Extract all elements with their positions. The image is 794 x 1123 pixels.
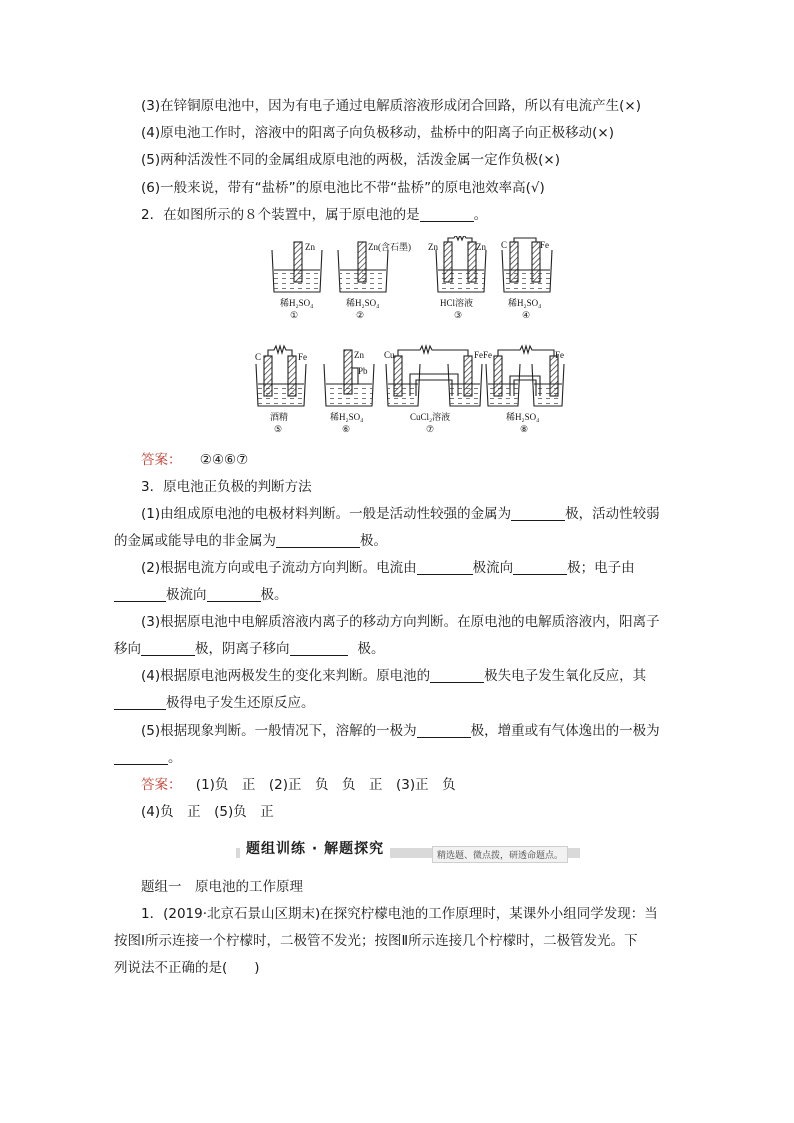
q3-part2-text-b: 极流向 xyxy=(472,560,514,576)
q3-part2-line2 xyxy=(114,585,288,605)
label-d4-left: C xyxy=(501,240,508,250)
label-d5-left: C xyxy=(255,352,262,362)
q3-part1-line1 xyxy=(141,504,660,524)
answer-blank xyxy=(417,723,471,738)
q3-part1-text-d: 极。 xyxy=(360,533,387,549)
device-7 xyxy=(386,346,482,406)
answer-2-line2: (4)负 正 (5)负 正 xyxy=(141,804,274,820)
label-d7-right: Fe xyxy=(474,350,483,360)
answer-blank xyxy=(114,587,166,602)
label-d8-right: Fe xyxy=(555,350,564,360)
label-d8-left: Fe xyxy=(483,350,492,360)
label-d4-solution: 稀H₂SO₄ xyxy=(508,298,542,308)
answer-2-values: (1)负 正 (2)正 负 负 正 (3)正 负 xyxy=(195,777,456,793)
answer-blank xyxy=(114,750,168,765)
q3-part4-line2 xyxy=(114,693,315,713)
statement-6: (6)一般来说，带有“盐桥”的原电池比不带“盐桥”的原电池效率高(√) xyxy=(141,180,545,196)
q3-part5-text-c: 。 xyxy=(168,750,182,766)
q3-part4-line1 xyxy=(141,666,646,686)
label-d4-num: ④ xyxy=(522,310,531,320)
label-d1-electrode: Zn xyxy=(305,242,315,252)
q3-part2-text-c: 极；电子由 xyxy=(567,560,635,576)
answer-1 xyxy=(141,450,248,470)
label-d7-num: ⑦ xyxy=(426,424,435,434)
q3-part5-line2 xyxy=(114,748,182,768)
q3-part1-line2 xyxy=(114,531,387,551)
q3-part2-text-e: 极。 xyxy=(260,587,288,603)
answer-label: 答案： xyxy=(141,452,182,468)
banner-tag: 精选题、微点拨，研透命题点。 xyxy=(432,846,568,863)
label-d3-solution: HCl溶液 xyxy=(440,298,474,308)
label-d2-num: ② xyxy=(356,310,365,320)
q3-part3-line2 xyxy=(114,639,385,659)
label-d3-right: Zn xyxy=(476,242,486,252)
label-d3-num: ③ xyxy=(454,310,463,320)
answer-value: ②④⑥⑦ xyxy=(199,452,249,468)
label-d7-solution: CuCl₂溶液 xyxy=(410,412,451,422)
q3-part4-text-c: 极得电子发生还原反应。 xyxy=(166,695,315,711)
q3-part2-line1 xyxy=(141,558,635,578)
q3-part1-text: (1)由组成原电池的电极材料判断。一般是活动性较强的金属为 xyxy=(141,506,512,522)
answer-blank xyxy=(417,560,473,575)
cell-diagrams xyxy=(250,236,570,446)
group-heading: 题组一 原电池的工作原理 xyxy=(141,879,303,895)
answer-blank xyxy=(420,207,474,222)
question-2 xyxy=(141,205,487,225)
label-d1-solution: 稀H₂SO₄ xyxy=(280,298,314,308)
question-1-line2: 按图Ⅰ所示连接一个柠檬时，二极管不发光；按图Ⅱ所示连接几个柠檬时，二极管发光。下 xyxy=(114,933,638,949)
question-2-text: 2．在如图所示的８个装置中，属于原电池的是 xyxy=(141,207,420,223)
answer-2-line1 xyxy=(141,775,456,795)
label-d4-right: Fe xyxy=(540,240,549,250)
label-d6-top: Zn xyxy=(354,350,364,360)
q3-part4-text-b: 极失电子发生氧化反应，其 xyxy=(484,668,647,684)
device-6 xyxy=(324,350,374,406)
question-1-line1: 1．(2019·北京石景山区期末)在探究柠檬电池的工作原理时，某课外小组同学发现：当 xyxy=(141,906,658,922)
q3-part1-text-c: 的金属或能导电的非金属为 xyxy=(114,533,276,549)
answer-blank xyxy=(141,641,195,656)
label-d3-left: Zn xyxy=(428,242,438,252)
q3-part5-text-b: 极，增重或有气体逸出的一极为 xyxy=(470,723,660,739)
answer-blank xyxy=(276,533,360,548)
answer-blank xyxy=(513,560,567,575)
answer-blank xyxy=(114,695,166,710)
q3-part3-line1: (3)根据原电池中电解质溶液内离子的移动方向判断。在原电池的电解质溶液内，阳离子 xyxy=(141,614,660,630)
label-d6-bottom: Pb xyxy=(358,366,368,376)
q3-part2-text: (2)根据电流方向或电子流动方向判断。电流由 xyxy=(141,560,417,576)
question-2-suffix: 。 xyxy=(473,207,488,223)
q3-part5-text: (5)根据现象判断。一般情况下，溶解的一极为 xyxy=(141,723,417,739)
answer-blank xyxy=(430,668,484,683)
q3-part3-text-c: 极，阴离子移向 xyxy=(195,641,290,657)
label-d2-electrode: Zn(含石墨) xyxy=(368,242,411,252)
q3-part5-line1 xyxy=(141,721,660,741)
label-d5-num: ⑤ xyxy=(274,424,283,434)
section-banner xyxy=(236,838,580,862)
label-d2-solution: 稀H₂SO₄ xyxy=(346,298,380,308)
banner-title: 题组训练 · 解题探究 xyxy=(240,838,390,858)
statement-5: (5)两种活泼性不同的金属组成原电池的两极，活泼金属一定作负极(×) xyxy=(141,152,560,168)
q3-part2-text-d: 极流向 xyxy=(166,587,207,603)
q3-part1-text-b: 极，活动性较弱 xyxy=(565,506,660,522)
answer-blank xyxy=(511,506,565,521)
label-d5-right: Fe xyxy=(298,352,307,362)
answer-label: 答案： xyxy=(141,777,182,793)
q3-part3-text-b: 移向 xyxy=(114,641,141,657)
label-d7-left: Cu xyxy=(384,350,395,360)
label-d5-solution: 酒精 xyxy=(270,412,289,422)
q3-part3-text-d: 极。 xyxy=(357,641,385,657)
question-1-line3: 列说法不正确的是( ) xyxy=(114,960,260,976)
question-3-title: 3．原电池正负极的判断方法 xyxy=(141,479,312,495)
label-d8-solution: 稀H₂SO₄ xyxy=(506,412,540,422)
answer-blank xyxy=(290,641,348,656)
label-d6-num: ⑥ xyxy=(342,424,351,434)
label-d1-num: ① xyxy=(290,310,299,320)
statement-3: (3)在锌铜原电池中，因为有电子通过电解质溶液形成闭合回路，所以有电流产生(×) xyxy=(141,98,641,114)
device-8 xyxy=(486,346,564,406)
statement-4: (4)原电池工作时，溶液中的阳离子向负极移动，盐桥中的阳离子向正极移动(×) xyxy=(141,125,614,141)
q3-part4-text: (4)根据原电池两极发生的变化来判断。原电池的 xyxy=(141,668,431,684)
label-d6-solution: 稀H₂SO₄ xyxy=(330,412,364,422)
answer-blank xyxy=(207,587,261,602)
label-d8-num: ⑧ xyxy=(520,424,529,434)
